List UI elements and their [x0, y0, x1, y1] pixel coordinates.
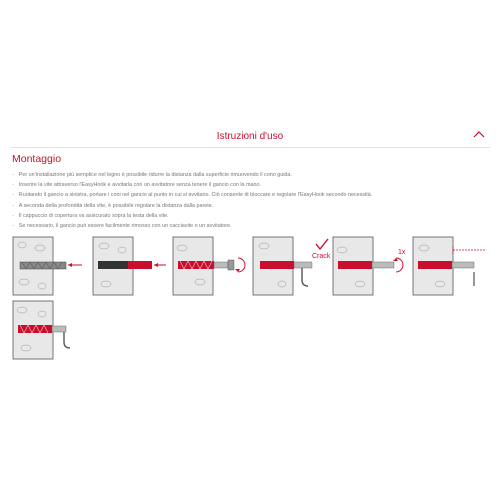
turns-label: 1x	[398, 249, 406, 256]
step-insert-dowel-illustration	[92, 236, 168, 296]
step-finished-hook-illustration	[12, 300, 88, 360]
crack-label: Crack	[312, 253, 331, 260]
step-screw-illustration	[172, 236, 248, 296]
installation-illustrations	[12, 236, 488, 362]
step-drill-illustration	[12, 236, 88, 296]
list-item: - Per un'installazione più semplice nel legno è possibile ridurre la distanza dalla superficie rimuovendo il cono guida.	[12, 172, 292, 178]
list-item: - Ruotando il gancio a sinistra, portare i coni nel gancio al punto in cui si avvitano. Ciò consente di bloccare e regolare l'EasyHook secondo necessità.	[12, 192, 373, 199]
step-distance-illustration	[412, 236, 488, 296]
section-title: Istruzioni d'uso	[216, 131, 284, 142]
instructions-header[interactable]	[10, 124, 490, 148]
steps-list	[12, 170, 482, 231]
list-item: - A seconda della profondità della vite, è possibile regolare la distanza dalla parete.	[12, 202, 214, 209]
step-crack-illustration	[252, 236, 332, 296]
list-item: - Se necessario, il gancio può essere facilmente rimosso con un cacciavite o un avvitatore.	[12, 223, 232, 230]
list-item: - Inserire la vite attraverso l'EasyHook e avvitarla con un avvitatore senza tenere il gancio con la mano.	[12, 182, 262, 189]
list-item: - Il cappuccio di copertura va assicurato sopra la testa della vite.	[12, 212, 169, 219]
step-adjust-illustration	[332, 236, 412, 296]
subtitle-montaggio: Montaggio	[12, 153, 62, 165]
chevron-up-icon[interactable]	[472, 128, 486, 142]
